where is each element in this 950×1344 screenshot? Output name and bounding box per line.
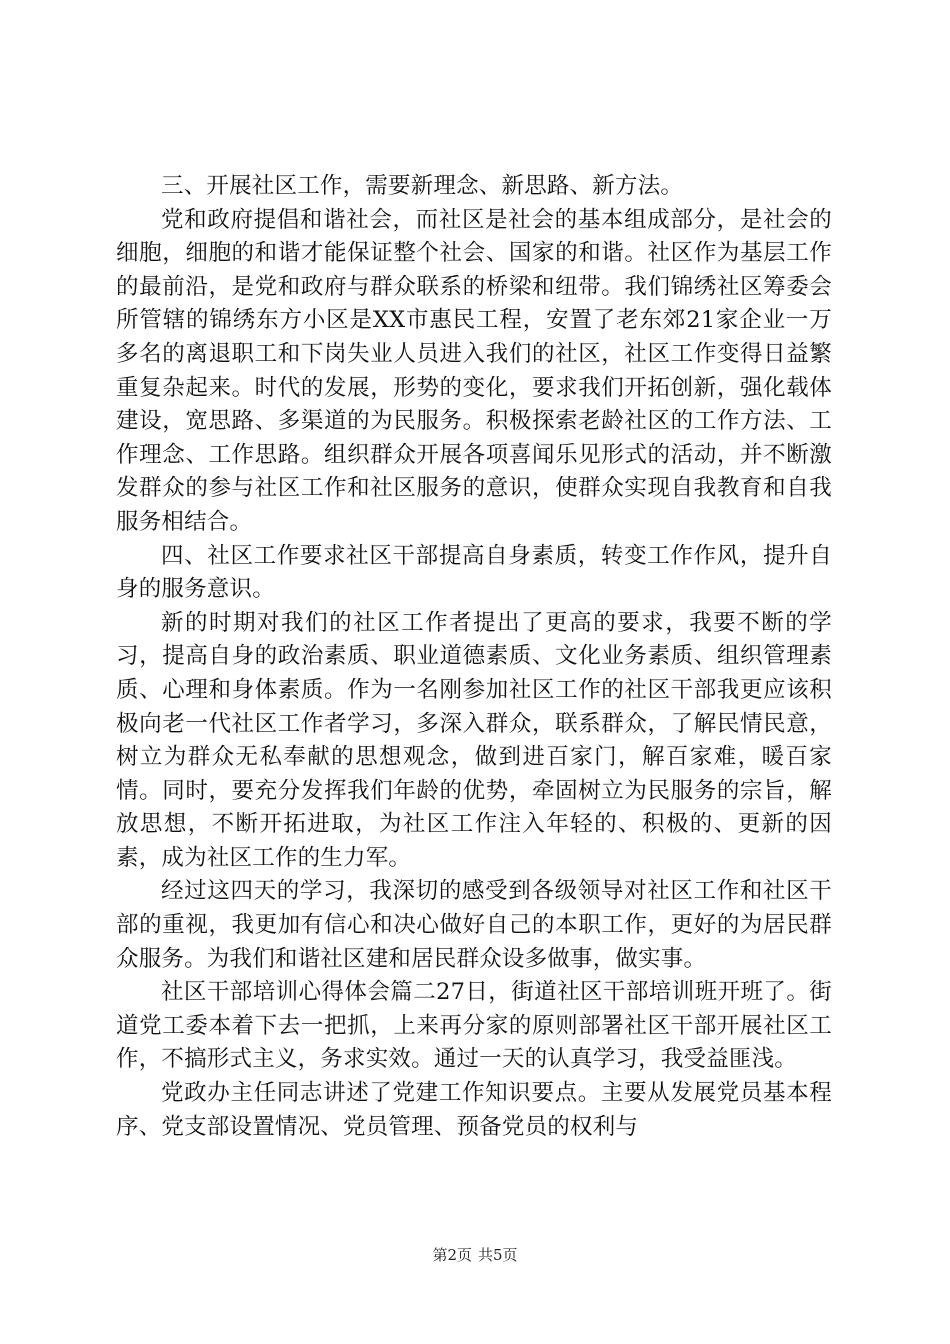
paragraph-part-two-training: 社区干部培训心得体会篇二27日，街道社区干部培训班开班了。街道党工委本着下去一把抓，上来再分家的原则部署社区干部开展社区工作，不搞形式主义，务求实效。通过一天的认真学习，我受益匪浅。: [116, 979, 832, 1073]
page-total: 共5页: [478, 1246, 518, 1264]
paragraph-party-building: 党政办主任同志讲述了党建工作知识要点。主要从发展党员基本程序、党支部设置情况、党员管理、预备党员的权利与: [116, 1080, 832, 1140]
paragraph-section-three-heading: 三、开展社区工作，需要新理念、新思路、新方法。: [161, 173, 684, 199]
page-footer: [0, 1245, 950, 1265]
document-body: [116, 170, 832, 1144]
paragraph-new-era-requirements: 新的时期对我们的社区工作者提出了更高的要求，我要不断的学习，提高自身的政治素质、职业道德素质、文化业务素质、组织管理素质、心理和身体素质。作为一名刚参加社区工作的社区干部我更应该积极向老一代社区工作者学习，多深入群众，联系群众，了解民情民意，树立为群众无私奉献的思想观念，做到进百家门，解百家难，暖百家情。同时，要充分发挥我们年龄的优势，牵固树立为民服务的宗旨，解放思想，不断开拓进取，为社区工作注入年轻的、积极的、更新的因素，成为社区工作的生力军。: [116, 609, 832, 871]
paragraph-four-days-study: 经过这四天的学习，我深切的感受到各级领导对社区工作和社区干部的重视，我更加有信心和决心做好自己的本职工作，更好的为居民群众服务。为我们和谐社区建和居民群众设多做事，做实事。: [116, 878, 832, 972]
page-number: 第2页: [432, 1246, 472, 1264]
paragraph-section-four-heading: 四、社区工作要求社区干部提高自身素质，转变工作作风，提升自身的服务意识。: [116, 542, 832, 603]
paragraph-harmonious-community: 党和政府提倡和谐社会，而社区是社会的基本组成部分，是社会的细胞，细胞的和谐才能保证整个社会、国家的和谐。社区作为基层工作的最前沿，是党和政府与群众联系的桥梁和纽带。我们锦绣社区筹委会所管辖的锦绣东方小区是XX市惠民工程，安置了老东郊21家企业一万多名的离退职工和下岗失业人员进入我们的社区，社区工作变得日益繁重复杂起来。时代的发展，形势的变化，要求我们开拓创新，强化载体建设，宽思路、多渠道的为民服务。积极探索老龄社区的工作方法、工作理念、工作思路。组织群众开展各项喜闻乐见形式的活动，并不断激发群众的参与社区工作和社区服务的意识，使群众实现自我教育和自我服务相结合。: [116, 206, 832, 535]
